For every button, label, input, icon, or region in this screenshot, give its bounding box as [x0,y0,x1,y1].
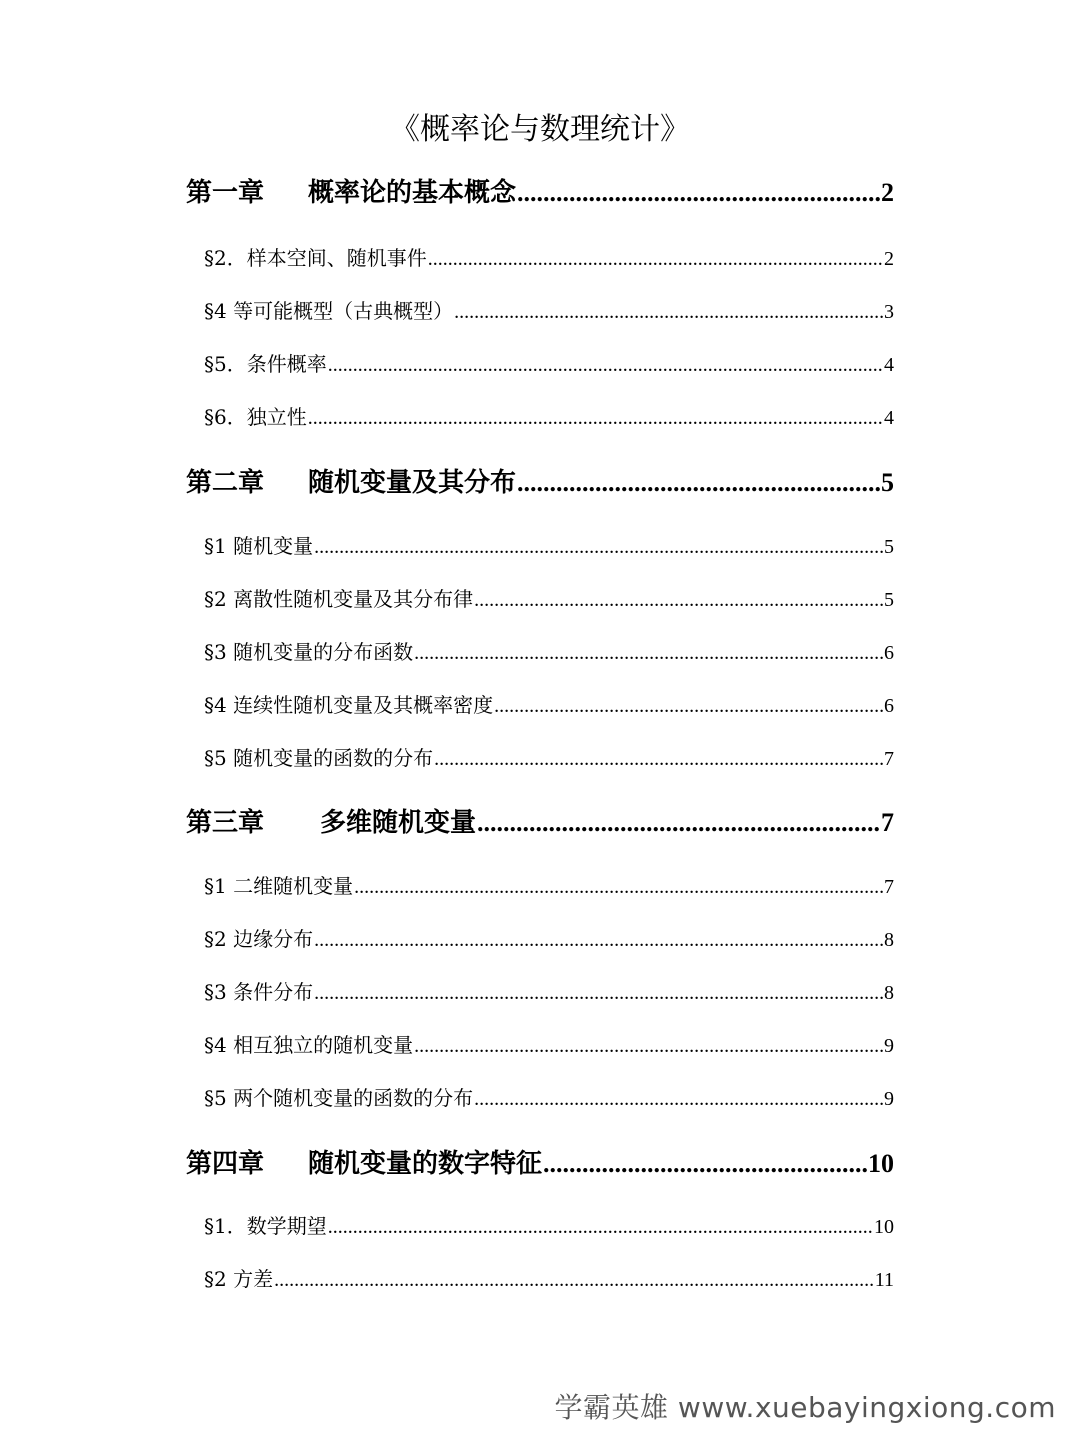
chapter-title: 随机变量的数字特征 [308,1149,543,1179]
section-title: §6．独立性 [204,405,307,429]
page-number: 7 [884,876,894,898]
page-number: 5 [881,468,894,497]
dot-leader [454,301,883,324]
page-number: 10 [868,1149,894,1178]
toc-section[interactable] [204,636,894,665]
toc-section[interactable] [204,976,894,1005]
page-number: 5 [884,589,894,611]
toc-chapter-4[interactable] [186,1143,894,1180]
document-title: 《概率论与数理统计》 [390,112,690,147]
page-number: 7 [884,748,894,770]
section-title: §2．样本空间、随机事件 [204,246,427,270]
dot-leader [354,876,883,899]
section-title: §5 随机变量的函数的分布 [204,746,434,770]
dot-leader [494,695,883,718]
section-title: §4 连续性随机变量及其概率密度 [204,693,494,717]
section-title: §3 条件分布 [204,980,314,1004]
toc-chapter-1[interactable] [186,172,894,209]
dot-leader [517,178,880,208]
section-title: §5 两个随机变量的函数的分布 [204,1086,474,1110]
dot-leader [314,929,883,952]
chapter-title: 多维随机变量 [320,808,477,838]
dot-leader [414,642,883,665]
toc-chapter-2[interactable] [186,462,894,499]
section-title: §4 等可能概型（古典概型） [204,299,454,323]
toc-section[interactable] [204,242,894,271]
toc-section[interactable] [204,583,894,612]
section-title: §2 离散性随机变量及其分布律 [204,587,474,611]
toc-section[interactable] [204,870,894,899]
dot-leader [474,1088,883,1111]
section-title: §1．数学期望 [204,1214,327,1238]
dot-leader [308,407,883,430]
table-of-contents [186,0,894,1440]
chapter-title: 随机变量及其分布 [308,468,517,498]
dot-leader [328,1216,873,1239]
dot-leader [474,589,883,612]
dot-leader [274,1269,874,1292]
chapter-number: 第一章 [186,178,265,208]
watermark-text: 学霸英雄 www.xuebayingxiong.com [554,1391,1056,1424]
page-number: 10 [874,1216,894,1238]
dot-leader [314,982,883,1005]
toc-section[interactable] [204,1210,894,1239]
toc-section[interactable] [204,1263,894,1292]
page-number: 6 [884,642,894,664]
page-number: 3 [884,301,894,323]
toc-section[interactable] [204,1029,894,1058]
page-number: 9 [884,1088,894,1110]
toc-section[interactable] [204,742,894,771]
section-title: §2 边缘分布 [204,927,314,951]
page-number: 4 [884,407,894,429]
chapter-number: 第三章 [186,808,265,838]
section-title: §4 相互独立的随机变量 [204,1033,414,1057]
chapter-number: 第四章 [186,1149,265,1179]
toc-section[interactable] [204,295,894,324]
toc-section[interactable] [204,530,894,559]
chapter-number: 第二章 [186,468,265,498]
chapter-title: 概率论的基本概念 [308,178,517,208]
page-number: 4 [884,354,894,376]
page-number: 6 [884,695,894,717]
toc-section[interactable] [204,401,894,430]
section-title: §1 二维随机变量 [204,874,354,898]
toc-chapter-3[interactable] [186,802,894,839]
page-number: 8 [884,929,894,951]
dot-leader [428,248,883,271]
toc-section[interactable] [204,348,894,377]
dot-leader [414,1035,883,1058]
page-number: 7 [881,808,894,837]
section-title: §1 随机变量 [204,534,314,558]
toc-section[interactable] [204,1082,894,1111]
section-title: §3 随机变量的分布函数 [204,640,414,664]
dot-leader [517,468,880,498]
section-title: §2 方差 [204,1267,274,1291]
toc-section[interactable] [204,689,894,718]
section-title: §5．条件概率 [204,352,327,376]
page-number: 11 [874,1269,894,1291]
dot-leader [434,748,883,771]
dot-leader [314,536,883,559]
page-number: 5 [884,536,894,558]
dot-leader [477,808,880,838]
dot-leader [543,1149,867,1179]
toc-section[interactable] [204,923,894,952]
page-number: 8 [884,982,894,1004]
page-number: 9 [884,1035,894,1057]
page-number: 2 [884,248,894,270]
page-number: 2 [881,178,894,207]
dot-leader [328,354,883,377]
